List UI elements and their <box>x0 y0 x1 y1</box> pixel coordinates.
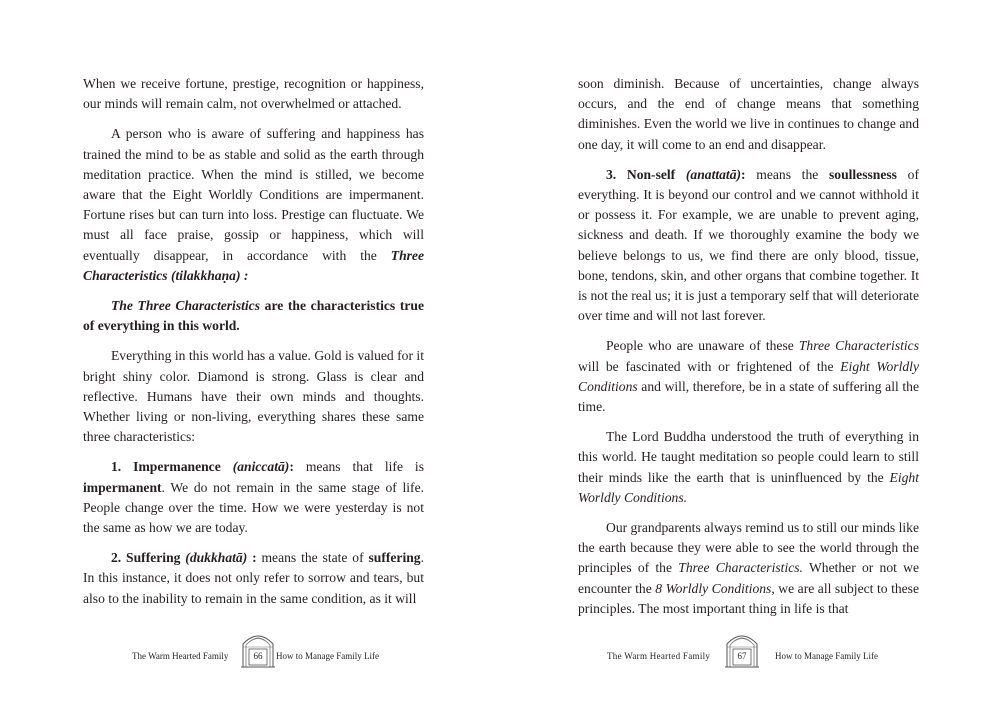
footer-book-title: The Warm Hearted Family <box>607 651 711 661</box>
right-page-body <box>578 74 919 629</box>
paragraph: Everything in this world has a value. Gold is valued for it bright shiny color. Diamond is strong. Glass is clear and reflective. Humans have their own minds and thoughts. Whether living or non-living, everything shares these same three characteristics: <box>83 348 424 445</box>
paragraph-suffering: 2. Suffering (dukkhatā) : means the state of suffering. In this instance, it does not only refer to sorrow and tears, but also to the inability to remain in the same condition, as it will <box>83 550 424 606</box>
footer-chapter-title: How to Manage Family Life <box>276 651 379 661</box>
temple-arch-icon <box>723 630 761 668</box>
right-page <box>500 0 1000 707</box>
paragraph-non-self: 3. Non-self (anattatā): means the soullessness of everything. It is beyond our control and we cannot withhold it or possess it. For example, we are unable to prevent aging, sickness and death. If we thoroughly examine the body we believe belongs to us, we find there are only blood, tissue, bone, tendons, skin, and other organs that combine together. It is not the real us; it is just a temporary self that will deteriorate over time and will not last forever. <box>578 166 919 324</box>
paragraph: soon diminish. Because of uncertainties, change always occurs, and the end of change means that something diminishes. Even the world we live in continues to change and one day, it will come to an end and disappear. <box>578 76 919 152</box>
paragraph: People who are unaware of these Three Characteristics will be fascinated with or frightened of the Eight Worldly Conditions and will, therefore, be in a state of suffering all the time. <box>578 338 920 415</box>
page-number: 67 <box>737 651 747 661</box>
footer-chapter-title: How to Manage Family Life <box>775 651 878 661</box>
paragraph-impermanence: 1. Impermanence (aniccatā): means that life is impermanent. We do not remain in the same stage of life. People change over the time. How we were yesterday is not the same as how we are today. <box>83 459 425 536</box>
term-three-characteristics: Three Characteristics (tilakkhaṇa) : <box>83 247 424 283</box>
paragraph: The Lord Buddha understood the truth of everything in this world. He taught meditation so people could learn to still their minds like the earth that is uninfluenced by the Eight Worldly Conditions. <box>578 429 919 505</box>
page-footer <box>500 630 1000 670</box>
paragraph: When we receive fortune, prestige, recognition or happiness, our minds will remain calm, not overwhelmed or attached. <box>83 76 424 112</box>
temple-arch-icon <box>239 630 277 668</box>
paragraph: The Three Characteristics are the characteristics true of everything in this world. <box>83 298 424 334</box>
paragraph: A person who is aware of suffering and happiness has trained the mind to be as stable and solid as the earth through meditation practice. When the mind is stilled, we become aware that the Eight Worldly Conditions are impermanent. Fortune rises but can turn into loss. Prestige can fluctuate. We must all face praise, gossip or happiness, which will eventually disappear, in accordance with the Three Characteristics (tilakkhaṇa) : <box>83 126 424 283</box>
paragraph: Our grandparents always remind us to still our minds like the earth because they were able to see the world through the principles of the Three Characteristics. Whether or not we encounter the 8 Worldly Conditions, we are all subject to these principles. The most important thing in life is that <box>578 520 920 616</box>
page-number: 66 <box>253 651 263 661</box>
page-footer <box>0 630 500 670</box>
footer-book-title: The Warm Hearted Family <box>132 651 229 661</box>
left-page-body <box>83 74 424 619</box>
